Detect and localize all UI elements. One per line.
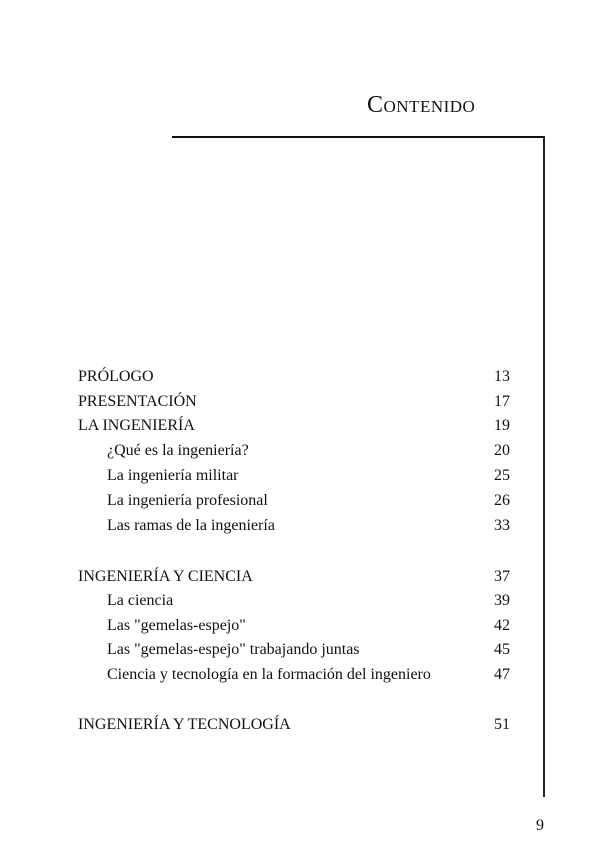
toc-entry <box>0 613 600 638</box>
toc-entry-page: 26 <box>494 492 510 509</box>
toc-entry-label: La ingeniería profesional <box>107 492 268 509</box>
toc-entry <box>0 364 600 389</box>
toc-entry <box>0 712 600 737</box>
toc-entry-page: 37 <box>494 568 510 585</box>
toc-entry-label: INGENIERÍA Y TECNOLOGÍA <box>78 716 291 733</box>
toc-entry-page: 51 <box>494 716 510 733</box>
toc-entry-label: ¿Qué es la ingeniería? <box>107 442 249 459</box>
toc-entry-label: Ciencia y tecnología en la formación del ingeniero <box>107 666 431 683</box>
toc-entry-page: 13 <box>494 368 510 385</box>
toc-entry-page: 47 <box>494 666 510 683</box>
toc-entry-label: LA INGENIERÍA <box>78 417 195 434</box>
toc-entry <box>0 637 600 662</box>
toc-entry <box>0 438 600 463</box>
toc-entry-page: 19 <box>494 417 510 434</box>
page-title: Contenido <box>367 92 476 118</box>
page-number: 9 <box>536 817 544 834</box>
toc-entry-label: La ingeniería militar <box>107 467 239 484</box>
toc-entry <box>0 513 600 538</box>
toc-entry-page: 45 <box>494 641 510 658</box>
toc-entry <box>0 389 600 414</box>
toc-entry <box>0 588 600 613</box>
toc-entry <box>0 564 600 589</box>
toc-entry-page: 42 <box>494 617 510 634</box>
toc-entry-label: PRÓLOGO <box>78 368 154 385</box>
toc-entry-page: 17 <box>494 393 510 410</box>
toc-entry-page: 25 <box>494 467 510 484</box>
toc-entry-label: Las "gemelas-espejo" trabajando juntas <box>107 641 360 658</box>
toc-entry-label: PRESENTACIÓN <box>78 393 197 410</box>
toc-entry-label: Las ramas de la ingeniería <box>107 517 275 534</box>
toc-entry-label: La ciencia <box>107 592 174 609</box>
toc-entry-page: 20 <box>494 442 510 459</box>
toc-entry-page: 39 <box>494 592 510 609</box>
toc-entry <box>0 662 600 687</box>
toc-entry-label: INGENIERÍA Y CIENCIA <box>78 568 253 585</box>
toc-entry <box>0 463 600 488</box>
toc-entry <box>0 488 600 513</box>
toc-entry-label: Las "gemelas-espejo" <box>107 617 246 634</box>
toc-entry-page: 33 <box>494 517 510 534</box>
toc-entry <box>0 413 600 438</box>
